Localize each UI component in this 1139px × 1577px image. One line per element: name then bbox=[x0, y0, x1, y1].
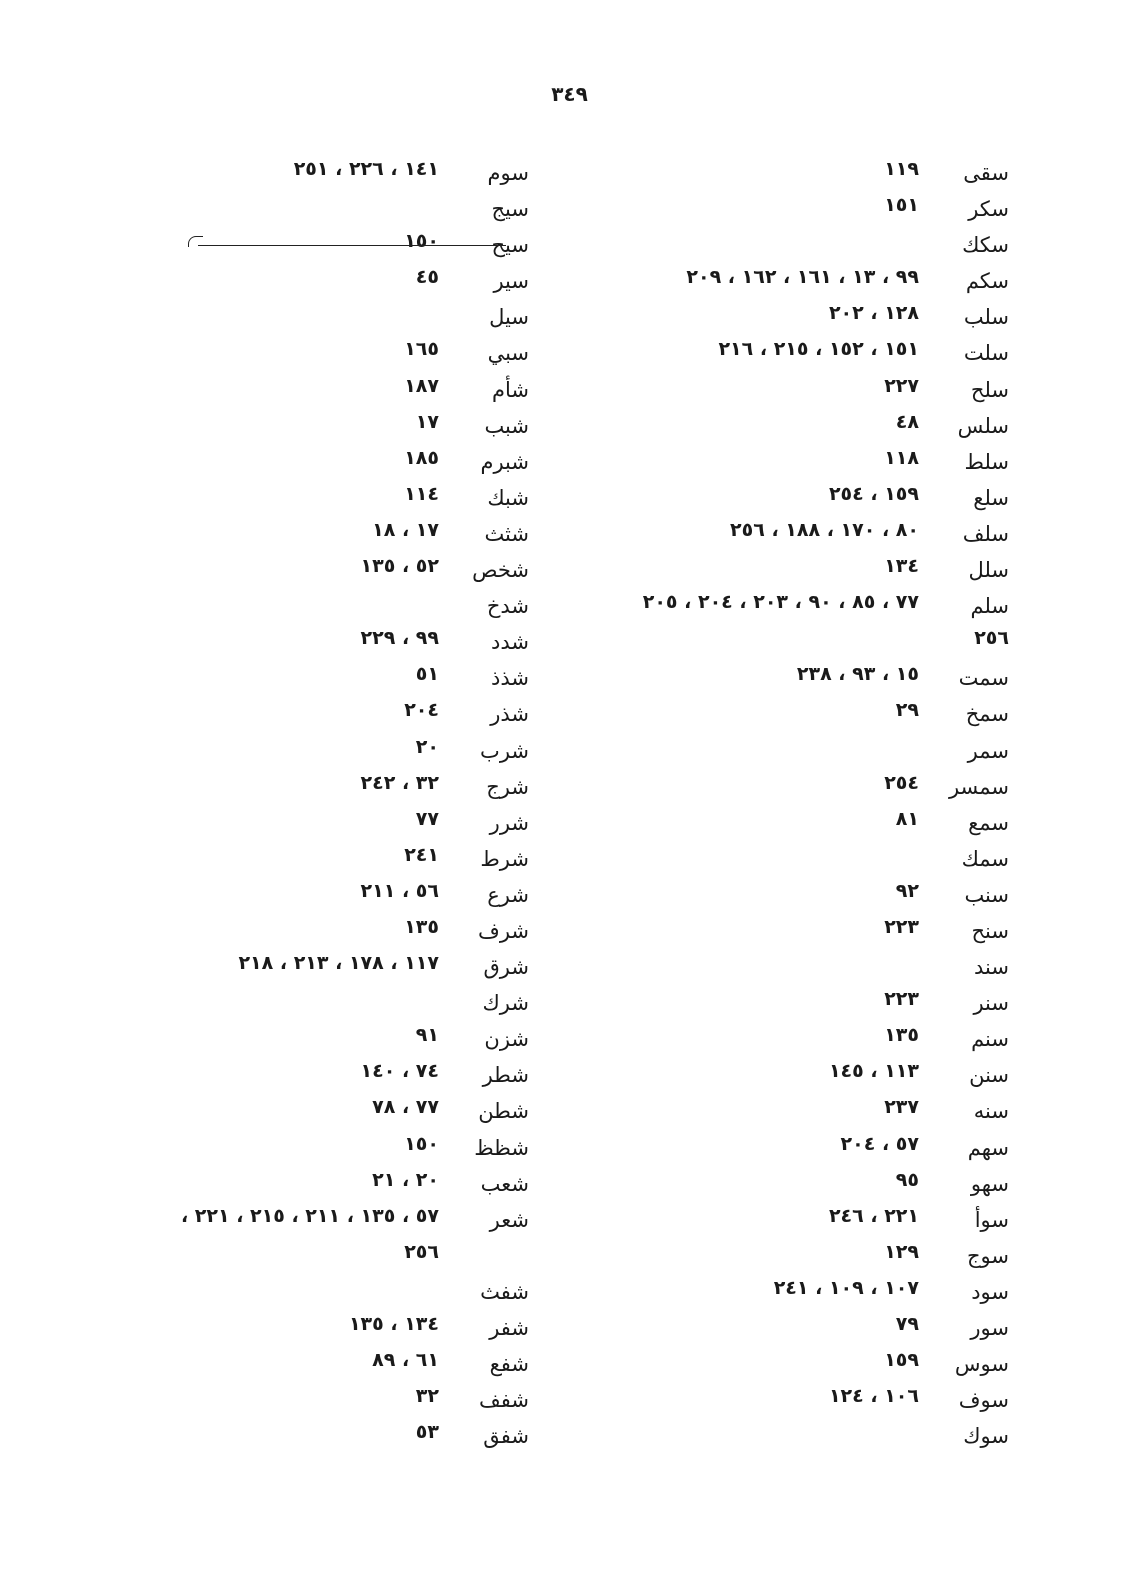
entry-pages: ٥٦ ، ٢١١ bbox=[360, 879, 439, 902]
entry-pages: ١١٤ bbox=[404, 482, 439, 505]
entry-pages: ١٥٠ bbox=[404, 230, 439, 253]
entry-pages: ٢٥٤ bbox=[884, 771, 919, 794]
entry-root: سيج bbox=[491, 197, 529, 222]
index-column-right bbox=[509, 155, 1009, 1454]
entry-pages: ٨١ bbox=[895, 807, 919, 830]
entry-pages: ١٥٩ ، ٢٥٤ bbox=[828, 482, 919, 505]
entry-root: سقى bbox=[963, 161, 1009, 185]
index-entry bbox=[59, 913, 529, 949]
entry-root: شفق bbox=[483, 1424, 529, 1449]
entry-root: سنح bbox=[971, 918, 1009, 943]
index-entry bbox=[509, 696, 1009, 732]
entry-root: سور bbox=[970, 1316, 1009, 1340]
index-entry bbox=[509, 1202, 1009, 1238]
index-entry bbox=[509, 769, 1009, 805]
index-entry bbox=[509, 1310, 1009, 1346]
index-entry bbox=[509, 624, 1009, 660]
entry-root: شبرم bbox=[480, 449, 529, 474]
entry-pages: ١٥٠ bbox=[404, 1132, 439, 1155]
entry-root: شفث bbox=[480, 1279, 529, 1304]
index-entry bbox=[509, 1382, 1009, 1418]
entry-pages: ٧٧ ، ٧٨ bbox=[372, 1096, 439, 1119]
index-entry bbox=[509, 733, 1009, 769]
entry-pages: ٢٠ ، ٢١ bbox=[372, 1168, 439, 1191]
entry-root: شبب bbox=[484, 413, 529, 438]
index-entry bbox=[509, 877, 1009, 913]
index-entry bbox=[59, 985, 529, 1021]
entry-pages: ١١٩ bbox=[884, 158, 919, 180]
entry-root: سلم bbox=[970, 594, 1009, 619]
index-entry bbox=[59, 877, 529, 913]
index-entry bbox=[509, 372, 1009, 408]
page-number: ٣٤٩ bbox=[551, 82, 588, 106]
entry-root: سلس bbox=[957, 413, 1009, 438]
entry-root: شرر bbox=[489, 810, 529, 835]
entry-pages: ٩٢ bbox=[895, 879, 919, 902]
entry-root: سمك bbox=[961, 846, 1009, 871]
entry-root: سمخ bbox=[965, 702, 1009, 727]
entry-root: سود bbox=[971, 1279, 1009, 1304]
index-entry bbox=[59, 660, 529, 696]
index-entry bbox=[509, 516, 1009, 552]
entry-pages: ٥٧ ، ٢٠٤ bbox=[840, 1132, 919, 1155]
index-entry bbox=[59, 588, 529, 624]
entry-root: سير bbox=[493, 269, 529, 294]
index-entry bbox=[59, 480, 529, 516]
entry-pages: ٢٢٣ bbox=[884, 915, 919, 938]
entry-root: سوأ bbox=[974, 1207, 1009, 1232]
entry-pages: ٩٩ ، ٢٢٩ bbox=[360, 627, 439, 650]
entry-root: سكك bbox=[962, 233, 1009, 258]
index-entry bbox=[59, 191, 529, 227]
entry-root: سوم bbox=[487, 161, 529, 185]
index-entry bbox=[509, 335, 1009, 371]
entry-pages: ٦١ ، ٨٩ bbox=[372, 1349, 439, 1372]
index-entry bbox=[509, 1057, 1009, 1093]
entry-pages: ٥٢ ، ١٣٥ bbox=[360, 555, 439, 578]
index-entry bbox=[509, 408, 1009, 444]
entry-pages: ١٧ ، ١٨ bbox=[372, 518, 439, 541]
index-column-left bbox=[59, 155, 529, 1454]
entry-root: سوف bbox=[958, 1388, 1009, 1413]
entry-root: سوس bbox=[954, 1352, 1009, 1377]
entry-root: سلف bbox=[962, 521, 1009, 546]
entry-root: شرك bbox=[482, 991, 529, 1016]
entry-root: سلع bbox=[973, 485, 1009, 510]
entry-pages: ٢٥٦ bbox=[404, 1240, 439, 1263]
index-entry bbox=[509, 155, 1009, 191]
entry-root: سكم bbox=[965, 269, 1009, 294]
entry-pages: ٢٥٦ bbox=[974, 627, 1009, 650]
entry-root: شدخ bbox=[486, 594, 529, 619]
index-entry bbox=[509, 1274, 1009, 1310]
entry-pages: ٧٤ ، ١٤٠ bbox=[360, 1060, 439, 1083]
entry-pages: ١٥٩ bbox=[884, 1349, 919, 1372]
entry-pages: ١٣٤ ، ١٣٥ bbox=[348, 1313, 439, 1335]
entry-pages: ٩٩ ، ١٣ ، ١٦١ ، ١٦٢ ، ٢٠٩ bbox=[686, 266, 919, 289]
entry-root: سنه bbox=[973, 1099, 1009, 1124]
entry-pages: ١٤١ ، ٢٢٦ ، ٢٥١ bbox=[293, 158, 439, 180]
entry-root: سلت bbox=[963, 341, 1009, 366]
index-entry bbox=[509, 1093, 1009, 1129]
index-entry bbox=[509, 191, 1009, 227]
index-entry bbox=[59, 155, 529, 191]
entry-root: شظظ bbox=[474, 1135, 529, 1160]
index-entry bbox=[59, 1382, 529, 1418]
entry-root: شفع bbox=[489, 1352, 529, 1377]
index-entry bbox=[509, 552, 1009, 588]
entry-pages: ٧٧ ، ٨٥ ، ٩٠ ، ٢٠٣ ، ٢٠٤ ، ٢٠٥ bbox=[642, 591, 919, 614]
entry-pages: ٣٢ bbox=[415, 1385, 439, 1408]
entry-root: شذر bbox=[490, 702, 529, 727]
strikethrough-hook bbox=[188, 236, 203, 247]
entry-pages: ١٥ ، ٩٣ ، ٢٣٨ bbox=[796, 663, 919, 686]
entry-root: سوج bbox=[967, 1243, 1009, 1268]
entry-pages: ٤٨ bbox=[895, 410, 919, 433]
entry-root: شرط bbox=[480, 846, 529, 871]
entry-root: شبك bbox=[487, 485, 529, 510]
index-entry bbox=[509, 480, 1009, 516]
entry-root: سبي bbox=[487, 341, 529, 366]
entry-root: شذذ bbox=[491, 666, 529, 691]
index-entry bbox=[59, 263, 529, 299]
index-entry bbox=[509, 263, 1009, 299]
entry-root: شأم bbox=[492, 377, 529, 402]
index-entry bbox=[509, 299, 1009, 335]
index-entry bbox=[59, 1021, 529, 1057]
index-entry bbox=[59, 552, 529, 588]
index-entry bbox=[59, 1093, 529, 1129]
index-entry bbox=[509, 660, 1009, 696]
entry-pages: ٢٢٣ bbox=[884, 988, 919, 1011]
entry-pages: ٨٠ ، ١٧٠ ، ١٨٨ ، ٢٥٦ bbox=[730, 518, 919, 541]
index-entry bbox=[59, 696, 529, 732]
entry-root: شفر bbox=[489, 1316, 529, 1340]
entry-root: شدد bbox=[491, 630, 529, 655]
index-entry bbox=[59, 335, 529, 371]
entry-root: سلل bbox=[968, 558, 1009, 583]
index-entry bbox=[59, 444, 529, 480]
entry-pages: ١١٧ ، ١٧٨ ، ٢١٣ ، ٢١٨ bbox=[238, 952, 439, 975]
entry-root: شعر bbox=[489, 1207, 529, 1232]
index-entry bbox=[59, 949, 529, 985]
entry-pages: ١٨٥ bbox=[404, 446, 439, 469]
entry-root: سهم bbox=[967, 1135, 1009, 1160]
entry-root: شطر bbox=[482, 1063, 529, 1088]
index-entry bbox=[509, 841, 1009, 877]
entry-pages: ٢٠٤ bbox=[404, 699, 439, 722]
entry-root: سلب bbox=[963, 305, 1009, 330]
entry-root: شرف bbox=[478, 918, 529, 943]
entry-root: سمر bbox=[967, 738, 1009, 763]
entry-pages: ١٨٧ bbox=[404, 374, 439, 397]
entry-pages: ٩٥ bbox=[895, 1168, 919, 1191]
entry-pages: ٢٢١ ، ٢٤٦ bbox=[828, 1204, 919, 1227]
entry-pages: ٥٣ bbox=[415, 1421, 439, 1444]
entry-root: شرع bbox=[487, 882, 529, 907]
index-entry bbox=[59, 1130, 529, 1166]
entry-root: شعب bbox=[480, 1171, 529, 1196]
index-entry bbox=[509, 985, 1009, 1021]
entry-root: شرق bbox=[483, 955, 529, 980]
entry-pages: ٥٧ ، ١٣٥ ، ٢١١ ، ٢١٥ ، ٢٢١ ، bbox=[180, 1204, 439, 1227]
entry-pages: ٥١ bbox=[415, 663, 439, 686]
entry-root: شرب bbox=[480, 738, 529, 763]
index-entry bbox=[509, 1021, 1009, 1057]
entry-pages: ٢٩ bbox=[895, 699, 919, 722]
index-entry bbox=[59, 1418, 529, 1454]
entry-pages: ٢٢٧ bbox=[884, 374, 919, 397]
entry-pages: ١٣٥ bbox=[884, 1024, 919, 1047]
index-entry bbox=[509, 227, 1009, 263]
entry-pages: ١٦٥ bbox=[404, 338, 439, 361]
entry-pages: ١٣٤ bbox=[884, 555, 919, 578]
entry-root: سهو bbox=[970, 1171, 1009, 1196]
entry-pages: ٣٢ ، ٢٤٢ bbox=[360, 771, 439, 794]
entry-pages: ١٣٥ bbox=[404, 915, 439, 938]
entry-root: شفف bbox=[479, 1388, 529, 1413]
index-entry bbox=[59, 1310, 529, 1346]
entry-root: سمسر bbox=[948, 774, 1009, 799]
entry-root: شزن bbox=[484, 1027, 529, 1052]
entry-pages: ١٢٨ ، ٢٠٢ bbox=[828, 302, 919, 325]
entry-root: سنن bbox=[969, 1063, 1009, 1088]
index-entry bbox=[59, 408, 529, 444]
entry-root: سمت bbox=[958, 666, 1009, 691]
index-entry bbox=[509, 805, 1009, 841]
index-entry bbox=[59, 1166, 529, 1202]
entry-pages: ٧٧ bbox=[415, 807, 439, 830]
entry-root: سنم bbox=[971, 1027, 1009, 1052]
index-entry bbox=[59, 1238, 529, 1274]
entry-root: سنر bbox=[973, 991, 1009, 1016]
index-entry bbox=[509, 1346, 1009, 1382]
entry-root: شثث bbox=[484, 521, 529, 546]
entry-pages: ٢٤١ bbox=[404, 843, 439, 866]
entry-root: سلط bbox=[964, 449, 1009, 474]
entry-root: سنب bbox=[964, 882, 1009, 907]
entry-root: سيل bbox=[489, 305, 529, 330]
index-entry bbox=[59, 299, 529, 335]
entry-pages: ٢٠ bbox=[415, 735, 439, 758]
entry-root: سمع bbox=[968, 810, 1009, 835]
index-entry bbox=[59, 372, 529, 408]
index-entry bbox=[59, 805, 529, 841]
entry-pages: ١٥١ ، ١٥٢ ، ٢١٥ ، ٢١٦ bbox=[718, 338, 919, 361]
entry-pages: ٤٥ bbox=[415, 266, 439, 289]
index-entry bbox=[59, 1274, 529, 1310]
index-entry bbox=[59, 1202, 529, 1238]
entry-pages: ١٥١ bbox=[884, 194, 919, 217]
index-entry bbox=[509, 913, 1009, 949]
entry-root: سكر bbox=[968, 197, 1009, 222]
index-entry bbox=[59, 841, 529, 877]
entry-root: شطن bbox=[478, 1099, 529, 1124]
entry-root: شرج bbox=[486, 774, 529, 799]
index-entry bbox=[59, 1346, 529, 1382]
entry-root: سوك bbox=[963, 1424, 1009, 1449]
index-entry bbox=[59, 769, 529, 805]
index-entry bbox=[59, 733, 529, 769]
entry-pages: ٧٩ bbox=[895, 1313, 919, 1335]
index-entry bbox=[509, 1418, 1009, 1454]
index-entry bbox=[59, 1057, 529, 1093]
strikethrough-line bbox=[198, 245, 506, 246]
entry-pages: ١٧ bbox=[415, 410, 439, 433]
entry-root: سيح bbox=[491, 233, 529, 258]
entry-pages: ١٢٩ bbox=[884, 1240, 919, 1263]
index-entry bbox=[59, 624, 529, 660]
entry-root: سند bbox=[974, 955, 1009, 980]
index-entry bbox=[59, 516, 529, 552]
entry-pages: ٩١ bbox=[415, 1024, 439, 1047]
entry-pages: ١٠٦ ، ١٢٤ bbox=[828, 1385, 919, 1408]
index-entry bbox=[509, 1130, 1009, 1166]
entry-pages: ١١٣ ، ١٤٥ bbox=[828, 1060, 919, 1083]
index-entry bbox=[509, 1166, 1009, 1202]
entry-pages: ٢٣٧ bbox=[884, 1096, 919, 1119]
index-entry bbox=[509, 949, 1009, 985]
entry-pages: ١١٨ bbox=[884, 446, 919, 469]
entry-pages: ١٠٧ ، ١٠٩ ، ٢٤١ bbox=[773, 1276, 919, 1299]
index-entry bbox=[509, 444, 1009, 480]
index-entry bbox=[509, 1238, 1009, 1274]
entry-root: سلح bbox=[970, 377, 1009, 402]
index-entry bbox=[509, 588, 1009, 624]
entry-root: شخص bbox=[472, 558, 529, 583]
